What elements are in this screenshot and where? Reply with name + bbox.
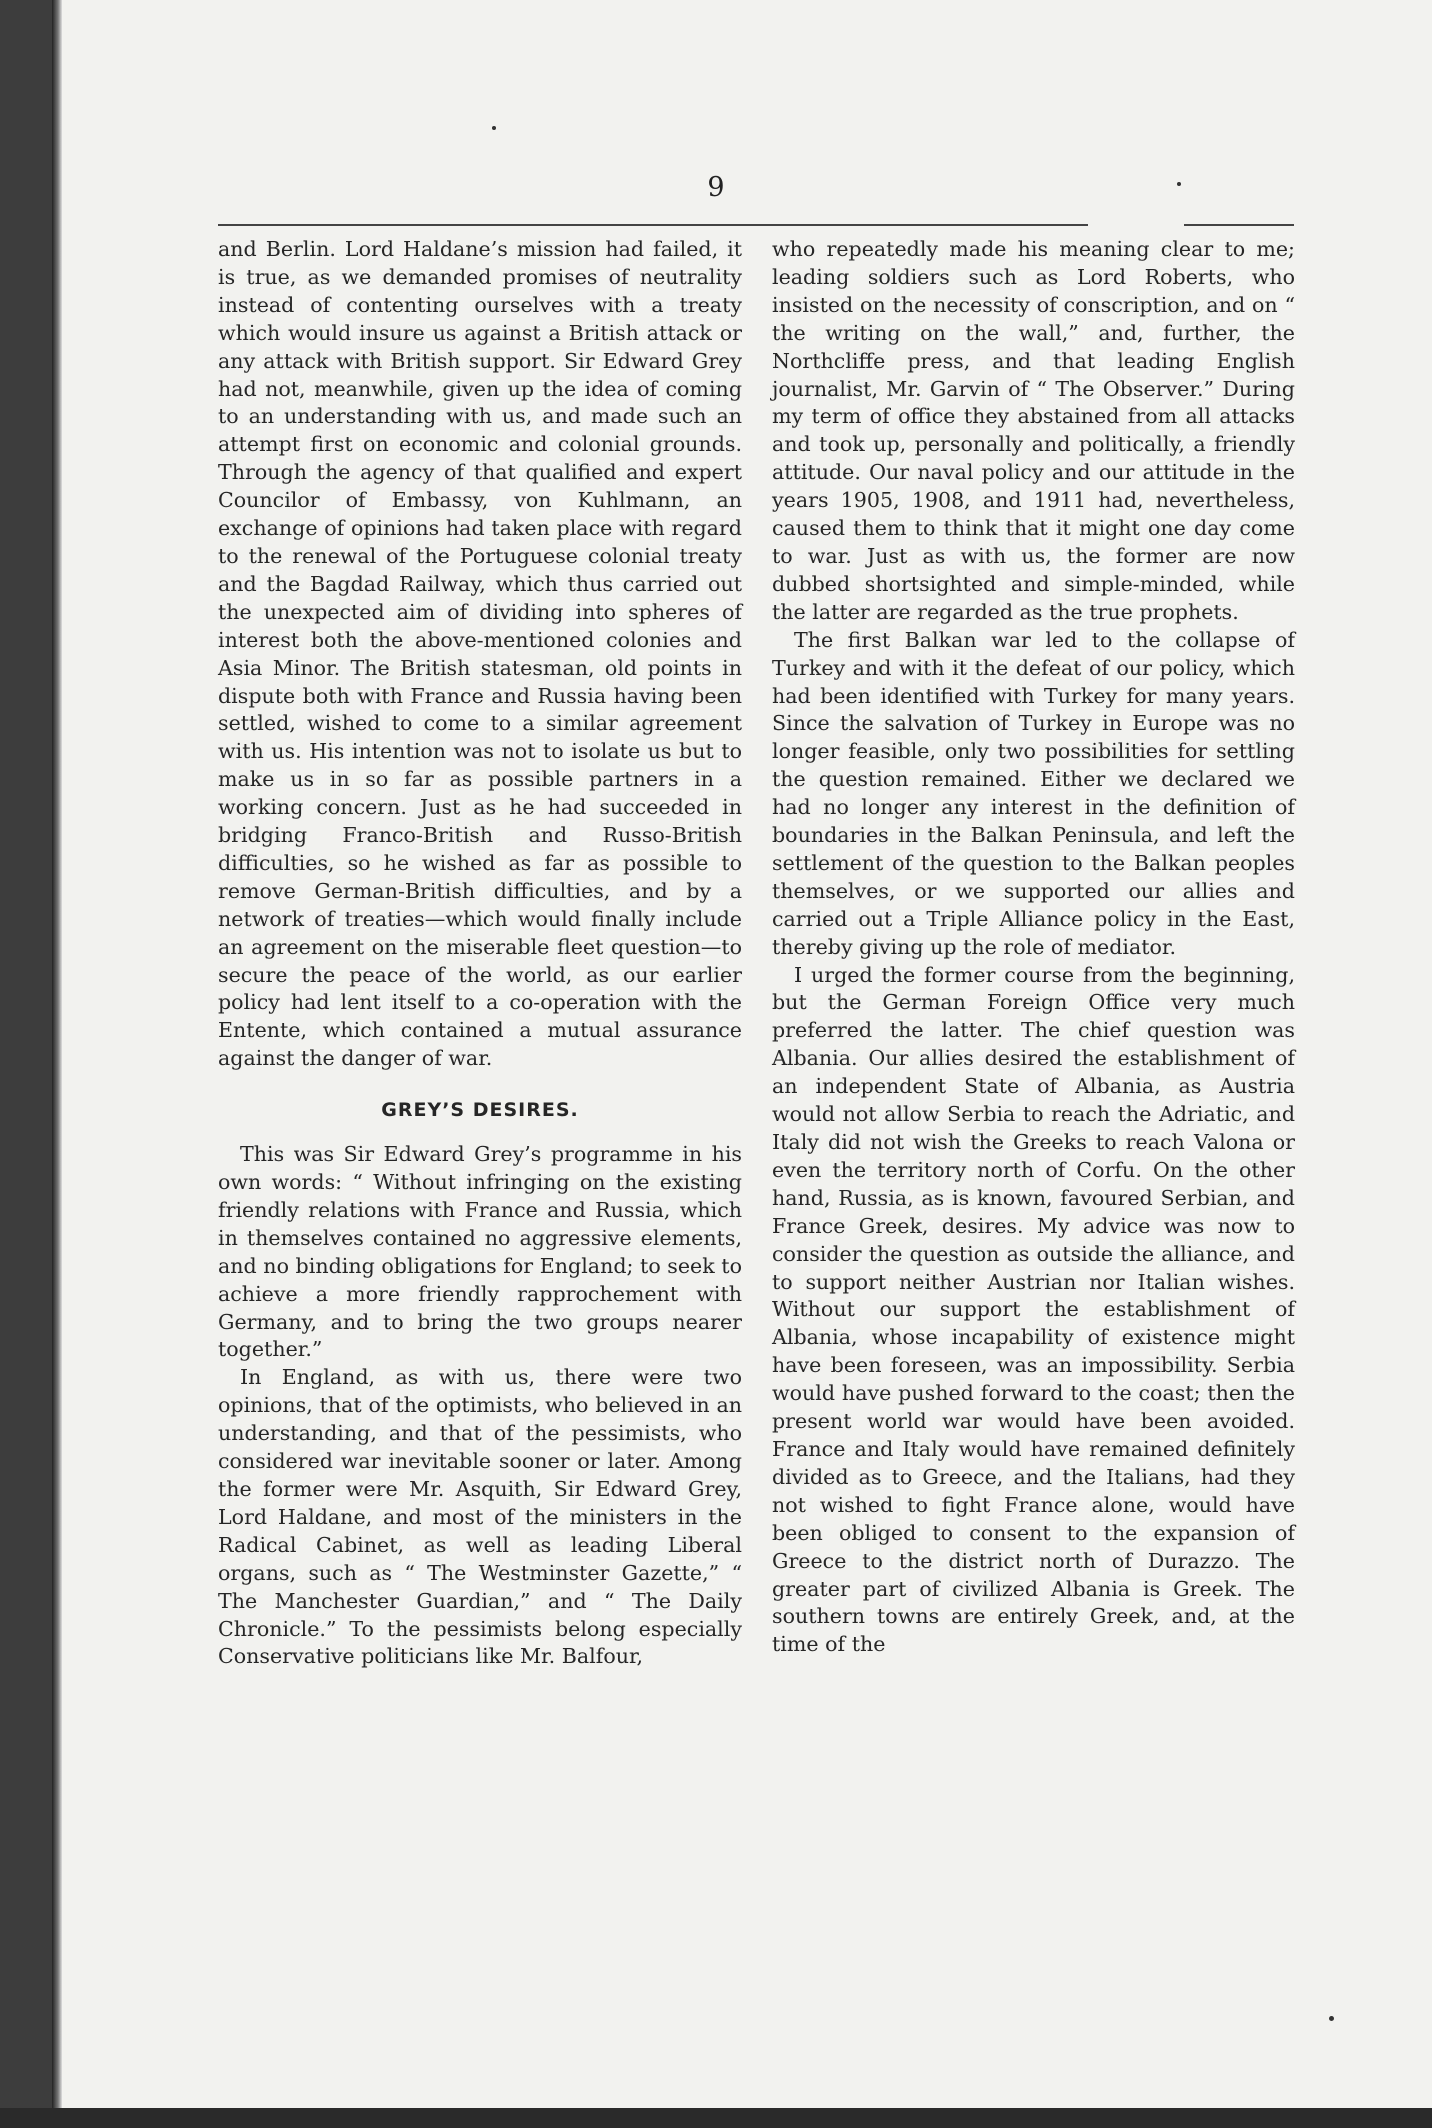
page-number: 9: [707, 172, 725, 203]
paragraph: In England, as with us, there were two opinions, that of the optimists, who believed in an understanding, and that of the pessimists, who considered war inevitable sooner or later. Among the former were Mr. Asquith, Sir Edward Grey, Lord Haldane, and most of the ministers in the Radical Cabinet, as well as leading Liberal organs, such as “ The Westminster Gazette,” “ The Manchester Guardian,” and “ The Daily Chronicle.” To the pessimists belong especially Conservative politicians like Mr. Balfour,: [218, 1365, 742, 1669]
paragraph: This was Sir Edward Grey’s programme in his own words: “ Without infringing on the existing friendly relations with France and Russia, which in themselves contained no aggressive elements, and no binding obligations for England; to seek to achieve a more friendly rapprochement with Germany, and to bring the two groups nearer together.”: [218, 1142, 742, 1362]
paragraph: who repeatedly made his meaning clear to me; leading soldiers such as Lord Roberts, who insisted on the necessity of conscription, and on “ the writing on the wall,” and, further, the Northcliffe press, and that leading English journalist, Mr. Garvin of “ The Observer.” During my term of office they abstained from all attacks and took up, personally and politically, a friendly attitude. Our naval policy and our attitude in the years 1905, 1908, and 1911 had, nevertheless, caused them to think that it might one day come to war. Just as with us, the former are now dubbed shortsighted and simple-minded, while the latter are regarded as the true prophets.: [772, 237, 1295, 624]
paragraph: and Berlin. Lord Haldane’s mission had failed, it is true, as we demanded promises of neutrality instead of contenting ourselves with a treaty which would insure us against a British attack or any attack with British support. Sir Edward Grey had not, meanwhile, given up the idea of coming to an understanding with us, and made such an attempt first on economic and colonial grounds. Through the agency of that qualified and expert Councilor of Embassy, von Kuhlmann, an exchange of opinions had taken place with regard to the renewal of the Portuguese colonial treaty and the Bagdad Railway, which thus carried out the unexpected aim of dividing into spheres of interest both the above-mentioned colonies and Asia Minor. The British statesman, old points in dispute both with France and Russia having been settled, wished to come to a similar agreement with us. His intention was not to isolate us but to make us in so far as possible partners in a working concern. Just as he had succeeded in bridging Franco-British and Russo-British difficulties, so he wished as far as possible to remove German-British difficulties, and by a network of treaties—which would finally include an agreement on the miserable fleet question—to secure the peace of the world, as our earlier policy had lent itself to a co-operation with the Entente, which contained a mutual assurance against the danger of war.: [218, 237, 742, 1071]
header-rule-right: [1184, 224, 1294, 226]
paragraph: The first Balkan war led to the collapse of Turkey and with it the defeat of our policy, which had been identified with Turkey for many years. Since the salvation of Turkey in Europe was no longer feasible, only two possibilities for settling the question remained. Either we declared we had no longer any interest in the definition of boundaries in the Balkan Peninsula, and left the settlement of the question to the Balkan peoples themselves, or we supported our allies and carried out a Triple Alliance policy in the East, thereby giving up the role of mediator.: [772, 627, 1295, 959]
header-rule-left: [218, 224, 1088, 226]
ink-speck: [1329, 2016, 1334, 2021]
paragraph: I urged the former course from the beginning, but the German Foreign Office very much preferred the latter. The chief question was Albania. Our allies desired the establishment of an independent State of Albania, as Austria would not allow Serbia to reach the Adriatic, and Italy did not wish the Greeks to reach Valona or even the territory north of Corfu. On the other hand, Russia, as is known, favoured Serbian, and France Greek, desires. My advice was now to consider the question as outside the alliance, and to support neither Austrian nor Italian wishes. Without our support the establishment of Albania, whose incapability of existence might have been foreseen, was an impossibility. Serbia would have pushed forward to the coast; then the present world war would have been avoided. France and Italy would have remained definitely divided as to Greece, and the Italians, had they not wished to fight France alone, would have been obliged to consent to the expansion of Greece to the district north of Durazzo. The greater part of civilized Albania is Greek. The southern towns are entirely Greek, and, at the time of the: [772, 962, 1295, 1657]
section-heading: GREY’S DESIRES.: [381, 1099, 579, 1122]
right-column: [772, 236, 1295, 1659]
left-column: [218, 236, 742, 1671]
page-spine-shadow: [52, 0, 62, 2108]
ink-speck: [492, 126, 496, 130]
scan-bottom-edge: [0, 2108, 1432, 2128]
